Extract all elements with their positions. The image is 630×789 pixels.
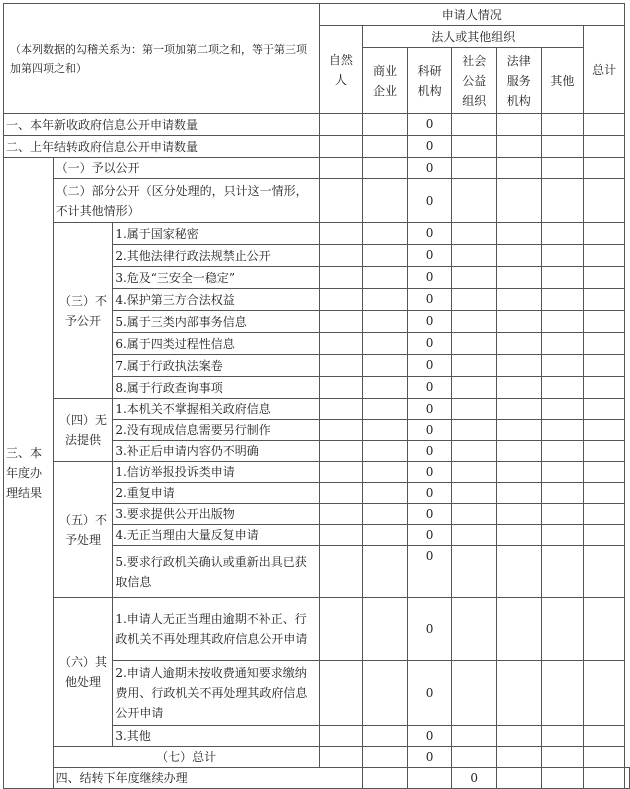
table-row (4, 136, 630, 158)
cell-value: 0 (407, 726, 452, 747)
row-label: （二）部分公开（区分处理的，只计这一情形，不计其他情形） (53, 179, 319, 223)
cell-value: 0 (407, 462, 452, 483)
cell-value: 0 (407, 136, 452, 158)
table-row (4, 768, 630, 789)
row-label: （七）总计 (53, 747, 319, 768)
table-row (4, 114, 630, 136)
unable-label: （四）无法提供 (53, 399, 113, 462)
row-label: 二、上年结转政府信息公开申请数量 (4, 136, 320, 158)
results-label: 三、本年度办理结果 (4, 158, 54, 789)
cell-value: 0 (407, 223, 452, 245)
row-label: （一）予以公开 (53, 158, 319, 179)
cell-value: 0 (407, 747, 452, 768)
cell-value: 0 (407, 289, 452, 311)
row-label: 5.要求行政机关确认或重新出具已获取信息 (113, 546, 319, 598)
commercial-header: 商业企业 (363, 48, 408, 114)
cell-value: 0 (407, 483, 452, 504)
table-row (4, 223, 630, 245)
cell-value: 0 (407, 399, 452, 420)
table-row (4, 747, 630, 768)
cell-value: 0 (452, 768, 497, 789)
research-header: 科研机构 (407, 48, 452, 114)
cell-value: 0 (407, 598, 452, 661)
row-label: 4.无正当理由大量反复申请 (113, 525, 319, 546)
row-label: 一、本年新收政府信息公开申请数量 (4, 114, 320, 136)
row-label: 6.属于四类过程性信息 (113, 333, 319, 355)
other-header: 其他 (541, 48, 584, 114)
row-label: 2.申请人逾期未按收费通知要求缴纳费用、行政机关不再处理其政府信息公开申请 (113, 661, 319, 726)
relation-note: （本列数据的勾稽关系为：第一项加第二项之和，等于第三项加第四项之和） (4, 4, 320, 114)
cell-value: 0 (407, 245, 452, 267)
cell-value: 0 (407, 114, 452, 136)
not-processed-label: （五）不予处理 (53, 462, 113, 598)
row-label: 8.属于行政查询事项 (113, 377, 319, 399)
legal-service-header: 法律服务机构 (497, 48, 542, 114)
cell-value: 0 (407, 333, 452, 355)
cell-value: 0 (407, 311, 452, 333)
table-row (4, 179, 630, 223)
row-label: 1.申请人无正当理由逾期不补正、行政机关不再处理其政府信息公开申请 (113, 598, 319, 661)
natural-person-header: 自然人 (319, 26, 363, 114)
table-row (4, 399, 630, 420)
row-label: 2.没有现成信息需要另行制作 (113, 420, 319, 441)
cell-value: 0 (407, 179, 452, 223)
cell-value: 0 (407, 441, 452, 462)
cell-value: 0 (407, 546, 452, 598)
cell-value: 0 (407, 377, 452, 399)
row-label: 2.其他法律行政法规禁止公开 (113, 245, 319, 267)
row-label: 3.补正后申请内容仍不明确 (113, 441, 319, 462)
table-row (4, 158, 630, 179)
table-row (4, 598, 630, 661)
row-label: 1.信访举报投诉类申请 (113, 462, 319, 483)
cell-value: 0 (407, 420, 452, 441)
legal-entities-header: 法人或其他组织 (363, 26, 584, 48)
row-label: 2.重复申请 (113, 483, 319, 504)
row-label: 7.属于行政执法案卷 (113, 355, 319, 377)
social-welfare-header: 社会公益组织 (452, 48, 497, 114)
cell-value: 0 (407, 158, 452, 179)
statistics-table (3, 3, 630, 789)
row-label: 3.要求提供公开出版物 (113, 504, 319, 525)
cell-value: 0 (407, 504, 452, 525)
row-label: 3.其他 (113, 726, 319, 747)
cell-value: 0 (407, 267, 452, 289)
row-label: 5.属于三类内部事务信息 (113, 311, 319, 333)
row-label: 3.危及“三安全一稳定” (113, 267, 319, 289)
cell-value: 0 (407, 355, 452, 377)
applicant-situation-header: 申请人情况 (319, 4, 624, 26)
not-disclose-label: （三）不予公开 (53, 223, 113, 399)
row-label: 1.本机关不掌握相关政府信息 (113, 399, 319, 420)
total-header: 总计 (584, 26, 625, 114)
row-label: 4.保护第三方合法权益 (113, 289, 319, 311)
cell-value: 0 (407, 661, 452, 726)
row-label: 四、结转下年度继续办理 (53, 768, 363, 789)
row-label: 1.属于国家秘密 (113, 223, 319, 245)
cell-value: 0 (407, 525, 452, 546)
other-processing-label: （六）其他处理 (53, 598, 113, 747)
table-row (4, 462, 630, 483)
